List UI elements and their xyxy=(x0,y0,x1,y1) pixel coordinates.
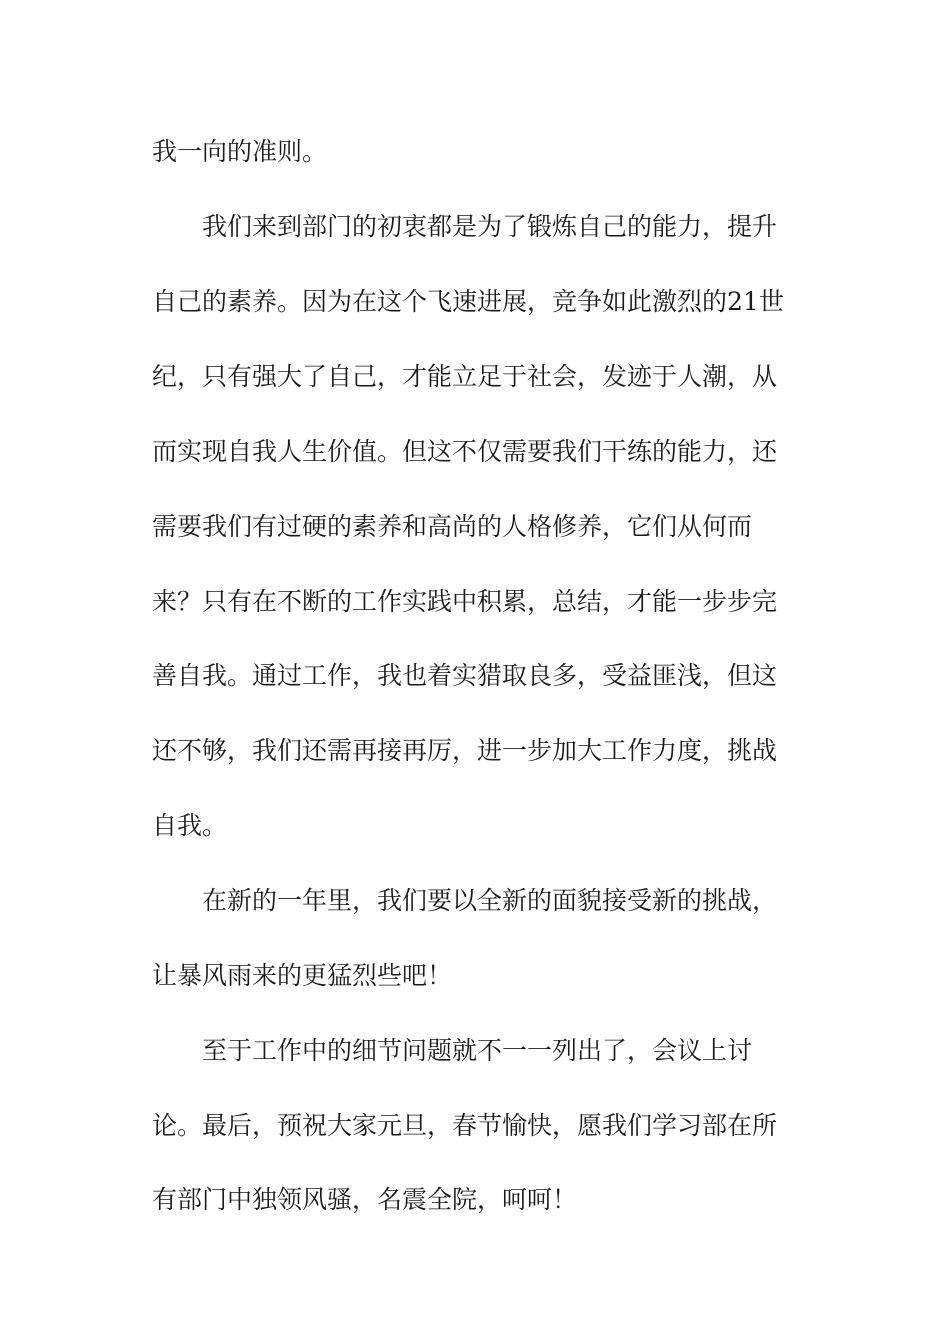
text-line: 自己的素养。因为在这个飞速进展，竞争如此激烈的21世 xyxy=(152,287,784,316)
text-line: 需要我们有过硬的素养和高尚的人格修养，它们从何而 xyxy=(152,512,753,541)
text-line: 来？只有在不断的工作实践中积累，总结，才能一步步完 xyxy=(152,587,778,616)
paragraph-first-line: 在新的一年里，我们要以全新的面貌接受新的挑战， xyxy=(202,886,778,915)
text-line: 自我。 xyxy=(152,811,228,840)
text-line: 有部门中独领风骚，名震全院，呵呵！ xyxy=(152,1185,578,1214)
text-line: 善自我。通过工作，我也着实猎取良多，受益匪浅，但这 xyxy=(152,661,778,690)
text-line: 而实现自我人生价值。但这不仅需要我们干练的能力，还 xyxy=(152,437,778,466)
text-line: 论。最后，预祝大家元旦，春节愉快，愿我们学习部在所 xyxy=(152,1111,778,1140)
paragraph-first-line: 至于工作中的细节问题就不一一列出了，会议上讨 xyxy=(202,1036,753,1065)
text-line: 纪，只有强大了自己，才能立足于社会，发迹于人潮，从 xyxy=(152,362,778,391)
text-line: 还不够，我们还需再接再厉，进一步加大工作力度，挑战 xyxy=(152,736,778,765)
text-line: 让暴风雨来的更猛烈些吧！ xyxy=(152,961,453,990)
paragraph-first-line: 我们来到部门的初衷都是为了锻炼自己的能力，提升 xyxy=(202,212,778,241)
text-line: 我一向的准则。 xyxy=(152,137,328,166)
